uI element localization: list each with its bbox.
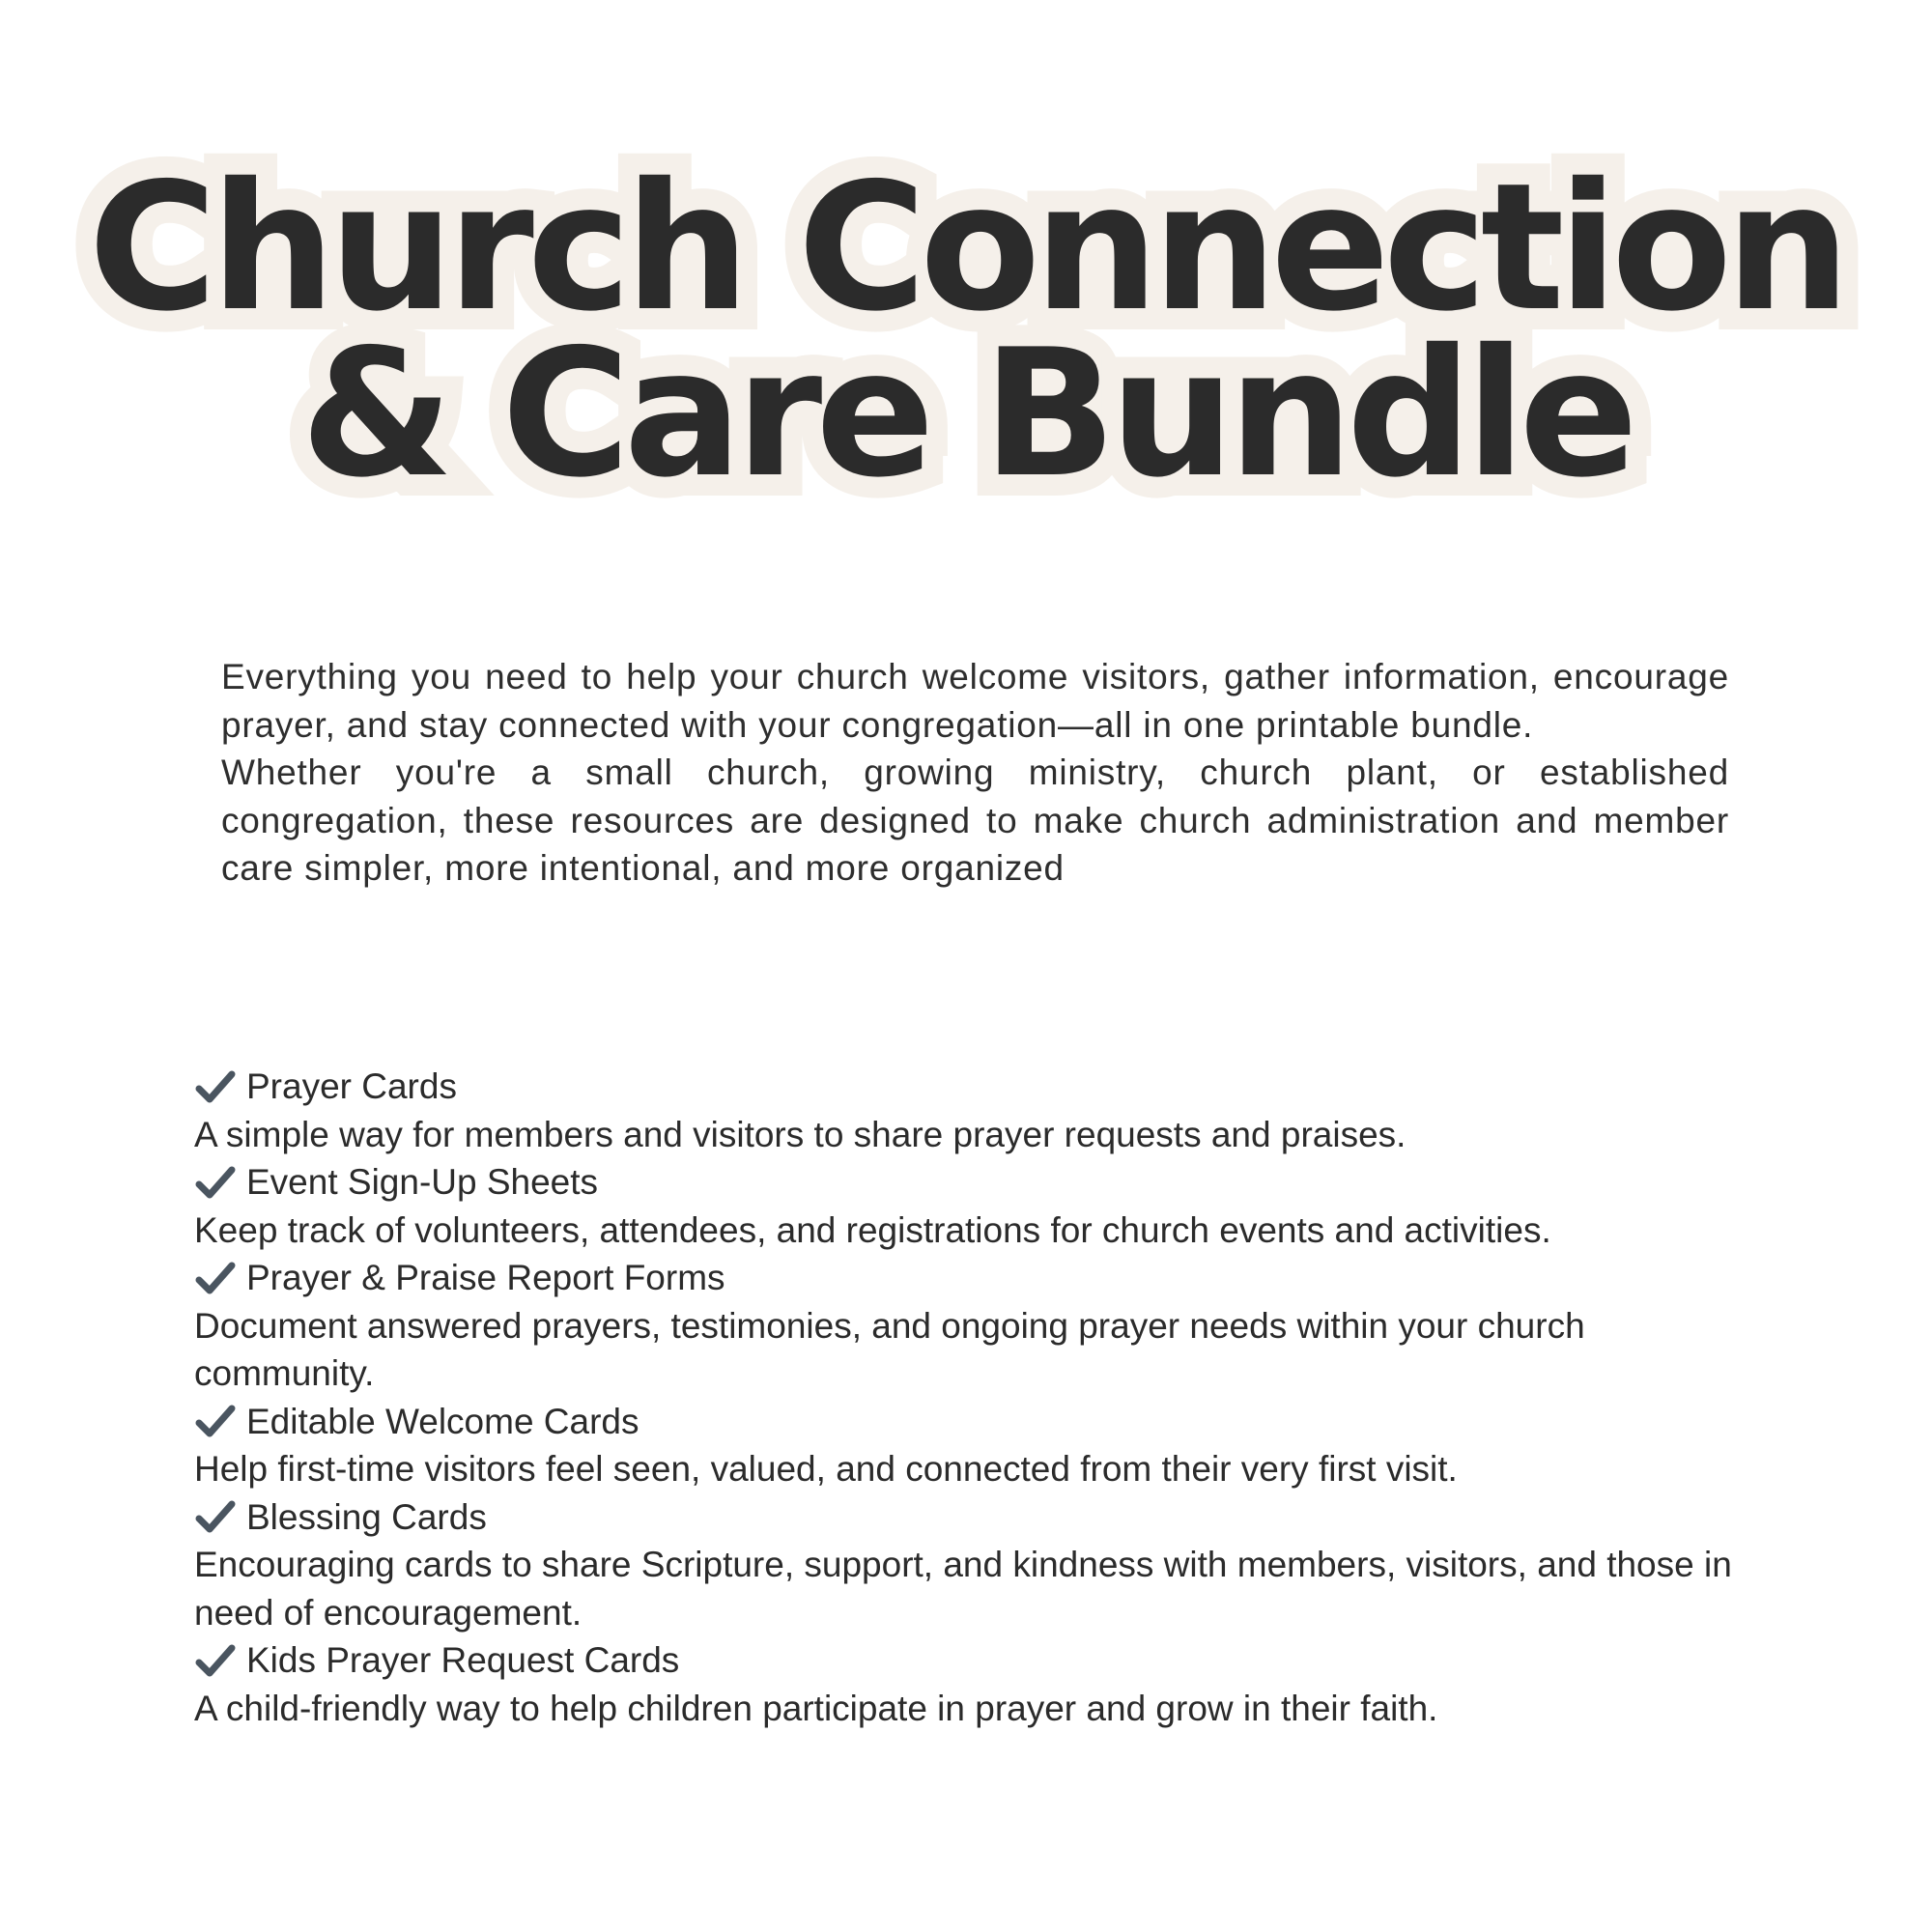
feature-heading <box>194 1398 1759 1446</box>
feature-heading <box>194 1636 1759 1685</box>
feature-description: Help first-time visitors feel seen, valued, and connected from their very first visit. <box>194 1449 1458 1489</box>
title-line-1: Church Connection <box>88 145 1844 350</box>
feature-description: Encouraging cards to share Scripture, support, and kindness with members, visitors, and those in need of encouragement. <box>194 1545 1732 1633</box>
feature-heading <box>194 1063 1759 1111</box>
feature-heading <box>194 1158 1759 1207</box>
feature-item <box>194 1636 1759 1732</box>
check-mark-icon <box>194 1402 237 1440</box>
feature-name: Blessing Cards <box>246 1496 487 1537</box>
feature-item <box>194 1493 1759 1637</box>
intro-paragraph-1: Everything you need to help your church welcome visitors, gather information, encourage prayer, and stay connected with your congregation—all in one printable bundle. <box>221 657 1729 745</box>
feature-item <box>194 1158 1759 1254</box>
feature-description: A simple way for members and visitors to share prayer requests and praises. <box>194 1114 1406 1154</box>
check-mark-icon <box>194 1067 237 1106</box>
feature-item <box>194 1254 1759 1398</box>
intro-paragraph-2: Whether you're a small church, growing ministry, church plant, or established congregation, these resources are designed to make church administration and member care simpler, more intentional, and more organized <box>221 753 1729 888</box>
check-mark-icon <box>194 1641 237 1680</box>
feature-description: Document answered prayers, testimonies, and ongoing prayer needs within your church community. <box>194 1305 1585 1393</box>
feature-description: Keep track of volunteers, attendees, and registrations for church events and activities. <box>194 1209 1551 1250</box>
feature-list <box>194 1063 1759 1732</box>
check-mark-icon <box>194 1163 237 1202</box>
feature-name: Event Sign-Up Sheets <box>246 1162 599 1202</box>
title-line-2: & Care Bundle <box>300 311 1632 516</box>
feature-name: Prayer & Praise Report Forms <box>246 1258 725 1297</box>
feature-name: Editable Welcome Cards <box>246 1401 639 1441</box>
check-mark-icon <box>194 1497 237 1536</box>
feature-description: A child-friendly way to help children participate in prayer and grow in their faith. <box>194 1688 1438 1728</box>
feature-heading <box>194 1493 1759 1542</box>
feature-item <box>194 1398 1759 1493</box>
page-title <box>0 145 1932 516</box>
intro-section <box>221 653 1729 893</box>
feature-name: Kids Prayer Request Cards <box>246 1640 680 1680</box>
check-mark-icon <box>194 1259 237 1297</box>
feature-heading <box>194 1254 1759 1302</box>
feature-name: Prayer Cards <box>246 1066 457 1106</box>
feature-item <box>194 1063 1759 1158</box>
